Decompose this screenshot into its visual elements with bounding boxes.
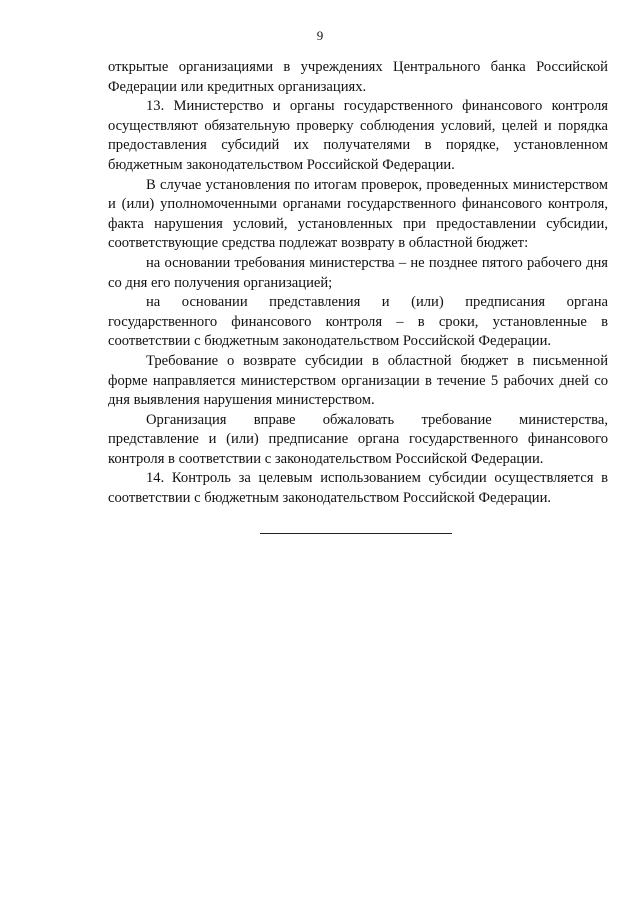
page-number: 9 bbox=[316, 28, 324, 43]
paragraph-violation-case: В случае установления по итогам проверок, проведенных министерством и (или) уполномоченными органами государственного финансового контроля, факта нарушения условий, установленных при предоставлении субсидии, соответствующие средства подлежат возврату в областной бюджет: bbox=[108, 176, 608, 252]
paragraph-refund-requirement: Требование о возврате субсидии в областной бюджет в письменной форме направляется министерством организации в течение 5 рабочих дней со дня выявления нарушения министерством. bbox=[108, 352, 608, 409]
paragraph-ministry-requirement: на основании требования министерства – не позднее пятого рабочего дня со дня его получения организацией; bbox=[108, 254, 608, 291]
paragraph-item-13: 13. Министерство и органы государственного финансового контроля осуществляют обязательную проверку соблюдения условий, целей и порядка предоставления субсидий их получателями в порядке, установленном бюджетным законодательством Российской Федерации. bbox=[108, 98, 608, 173]
paragraph-continuation: открытые организациями в учреждениях Центрального банка Российской Федерации или кредитных организациях. bbox=[108, 59, 608, 95]
paragraph-item-14: 14. Контроль за целевым использованием субсидии осуществляется в соответствии с бюджетным законодательством Российской Федерации. bbox=[108, 470, 608, 507]
closing-divider bbox=[260, 533, 452, 534]
document-body bbox=[108, 58, 608, 509]
paragraph-control-body-order: на основании представления и (или) предписания органа государственного финансового контроля – в сроки, установленные в соответствии с бюджетным законодательством Российской Федерации. bbox=[108, 294, 608, 350]
paragraph-appeal-right: Организация вправе обжаловать требование министерства, представление и (или) предписание органа государственного финансового контроля в соответствии с законодательством Российской Федерации. bbox=[108, 411, 608, 467]
